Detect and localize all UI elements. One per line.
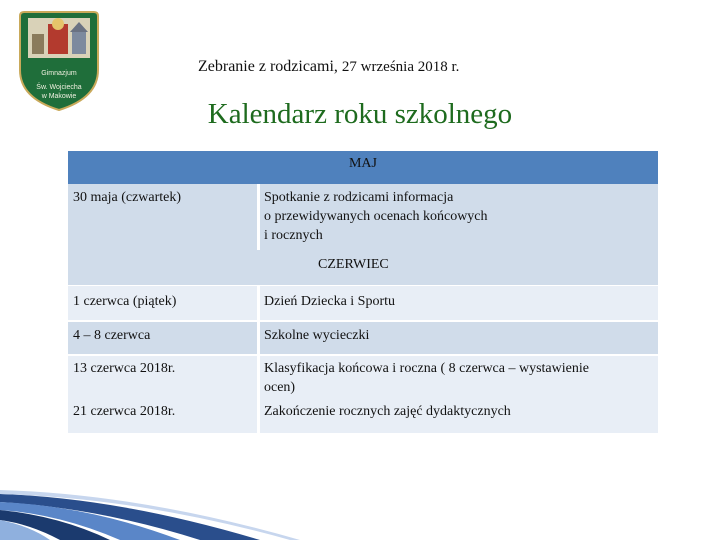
- date-text: 1 czerwca (piątek): [73, 294, 177, 309]
- event-cell: [258, 322, 658, 354]
- section-label-may: MAJ: [348, 156, 377, 171]
- subtitle-date: 27 września 2018 r.: [341, 59, 460, 75]
- logo-line: Św. Wojciecha: [36, 84, 82, 91]
- column-divider: [257, 184, 260, 250]
- event-cell: [258, 356, 658, 401]
- table-row: [68, 322, 658, 354]
- event-cell: [258, 401, 658, 433]
- date-cell: [68, 322, 258, 354]
- logo-line: w Makowie: [41, 93, 77, 100]
- page-title: Kalendarz roku szkolnego: [207, 98, 513, 130]
- logo-line: Gimnazjum: [41, 70, 77, 77]
- event-text: Dzień Dziecka i Sportu: [264, 294, 396, 309]
- section-header-may: [68, 151, 658, 184]
- decorative-stripes: [0, 450, 720, 540]
- logo-text: [24, 64, 94, 101]
- date-text: 21 czerwca 2018r.: [73, 404, 176, 419]
- subtitle-main: Zebranie z rodzicami,: [198, 58, 338, 75]
- event-text: Szkolne wycieczki: [264, 328, 370, 343]
- date-cell: [68, 286, 258, 320]
- date-cell: [68, 356, 258, 401]
- school-logo: [18, 8, 100, 112]
- date-text: 4 – 8 czerwca: [73, 328, 151, 343]
- date-cell: [68, 184, 258, 251]
- date-text: 30 maja (czwartek): [73, 190, 182, 205]
- section-header-june: [68, 251, 658, 285]
- table-row: [68, 401, 658, 433]
- date-text: 13 czerwca 2018r.: [73, 361, 176, 376]
- column-divider: [257, 286, 260, 433]
- event-text: ocen): [264, 380, 296, 395]
- event-cell: [258, 184, 658, 251]
- table-row: [68, 184, 658, 284]
- table-row: [68, 356, 658, 401]
- event-text: o przewidywanych ocenach końcowych: [264, 209, 488, 224]
- section-label-june: CZERWIEC: [318, 257, 389, 272]
- event-text: Klasyfikacja końcowa i roczna ( 8 czerwca – wystawienie: [264, 361, 589, 376]
- event-text: i rocznych: [264, 228, 323, 243]
- event-cell: [258, 286, 658, 320]
- event-text: Spotkanie z rodzicami informacja: [264, 190, 454, 205]
- meeting-subtitle: [198, 58, 459, 76]
- table-row: [68, 286, 658, 320]
- event-text: Zakończenie rocznych zajęć dydaktycznych: [264, 404, 511, 419]
- date-cell: [68, 401, 258, 433]
